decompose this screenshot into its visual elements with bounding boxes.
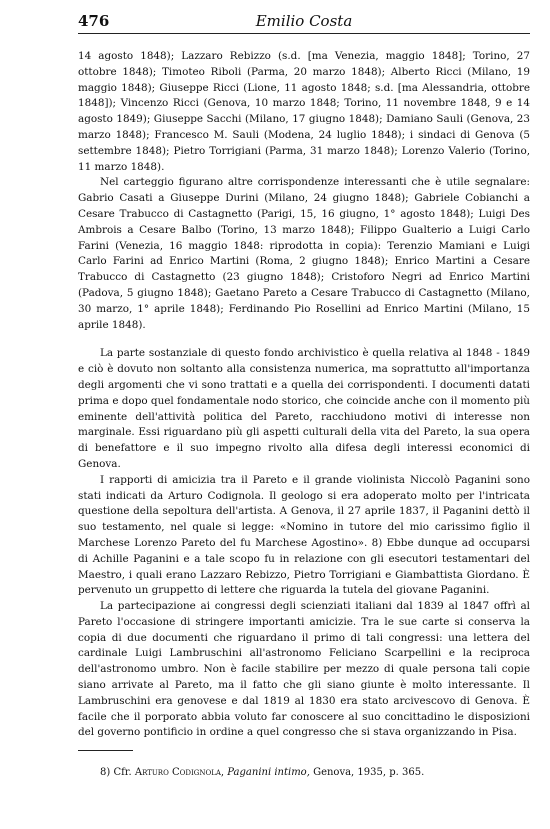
footnote-publication: Genova, 1935, p. 365.	[313, 767, 425, 778]
footnote-rule	[78, 750, 133, 751]
section-gap	[78, 333, 530, 346]
paragraph-archive-substance: La parte sostanziale di questo fondo archivistico è quella relativa al 1848 - 1849 e ciò è dovuto non soltanto alla consistenza numerica, ma soprattutto all'importanza degli argomenti che vi sono trattati e a quella dei corrispondenti. I documenti datati prima e dopo quel fondamentale nodo storico, che coincide anche con il momento più eminente dell'attività politica del Pareto, racchiudono motivi di interesse non marginale. Essi riguardano più gli aspetti culturali della vita del Pareto, la sua opera di benefattore e il suo impegno rivolto alla difesa degli interessi economici di Genova.	[78, 347, 530, 470]
page-header	[78, 10, 530, 32]
footnote-title: Paganini intimo,	[227, 767, 310, 778]
paragraph-congresses: La partecipazione ai congressi degli scienziati italiani dal 1839 al 1847 offrì al Pareto l'occasione di stringere importanti amicizie. Tra le sue carte si conserva la copia di due documenti che riguardano il primo di tali congressi: una lettera del cardinale Luigi Lambruschini all'astronomo Feliciano Scarpellini e la reciproca dell'astronomo umbro. Non è facile stabilire per mezzo di quale persona tali copie siano arrivate al Pareto, ma il fatto che gli siano giunte è molto interessante. Il Lambruschini era genovese e dal 1819 al 1830 era stato arcivescovo di Genova. È facile che il porporato abbia voluto far conoscere al suo concittadino le disposizioni del governo pontificio in ordine a quel congresso che si stava organizzando in Pisa.	[78, 600, 530, 739]
page-number: 476	[78, 12, 110, 30]
footnote-marker: 8)	[100, 767, 111, 778]
footnote	[100, 766, 530, 780]
paragraph-other-correspondence: Nel carteggio figurano altre corrispondenze interessanti che è utile segnalare: Gabrio Casati a Giuseppe Durini (Milano, 24 giugno 1848); Gabriele Cobianchi a Cesare Trabucco di Castagnetto (Parigi, 15, 16 giugno, 1° agosto 1848); Luigi Des Ambrois a Cesare Balbo (Torino, 13 marzo 1848); Filippo Gualterio a Luigi Carlo Farini (Venezia, 16 maggio 1848: riprodotta in copia): Terenzio Mamiani e Luigi Carlo Farini ad Enrico Martini (Roma, 2 giugno 1848); Enrico Martini a Cesare Trabucco di Castagnetto (23 giugno 1848); Cristoforo Negri ad Enrico Martini (Padova, 5 giugno 1848); Gaetano Pareto a Cesare Trabucco di Castagnetto (Milano, 30 marzo, 1° aprile 1848); Ferdinando Pio Rosellini ad Enrico Martini (Milano, 15 aprile 1848).	[78, 176, 530, 331]
paragraph-correspondents-list: 14 agosto 1848); Lazzaro Rebizzo (s.d. [ma Venezia, maggio 1848]; Torino, 27 ottobre 1848); Timoteo Riboli (Parma, 20 marzo 1848); Alberto Ricci (Milano, 19 maggio 1848); Giuseppe Ricci (Lione, 11 agosto 1848; s.d. [ma Alessandria, ottobre 1848]); Vincenzo Ricci (Genova, 10 marzo 1848; Torino, 11 novembre 1848, 9 e 14 agosto 1849); Giuseppe Sacchi (Milano, 17 giugno 1848); Damiano Sauli (Genova, 23 marzo 1848); Francesco M. Sauli (Modena, 24 luglio 1848); i sindaci di Genova (5 settembre 1848); Pietro Torrigiani (Parma, 31 marzo 1848); Lorenzo Valerio (Torino, 11 marzo 1848).	[78, 50, 530, 173]
running-title: Emilio Costa	[255, 12, 353, 30]
footnote-author: Arturo Codignola,	[134, 767, 225, 778]
footnote-prefix: Cfr.	[113, 767, 132, 778]
header-rule	[78, 33, 530, 34]
paragraph-paganini: I rapporti di amicizia tra il Pareto e il grande violinista Niccolò Paganini sono stati indicati da Arturo Codignola. Il geologo si era adoperato molto per l'intricata questione della sepoltura dell'artista. A Genova, il 27 aprile 1837, il Paganini dettò il suo testamento, nel quale si legge: «Nomino in tutore del mio carissimo figlio il Marchese Lorenzo Pareto del fu Marchese Agostino». 8) Ebbe dunque ad occuparsi di Achille Paganini e a tale scopo fu in relazione con gli esecutori testamentari del Maestro, i quali erano Lazzaro Rebizzo, Pietro Torrigiani e Giambattista Giordano. È pervenuto un gruppetto di lettere che riguarda la tutela del giovane Paganini.	[78, 473, 530, 597]
body-text	[78, 49, 530, 741]
